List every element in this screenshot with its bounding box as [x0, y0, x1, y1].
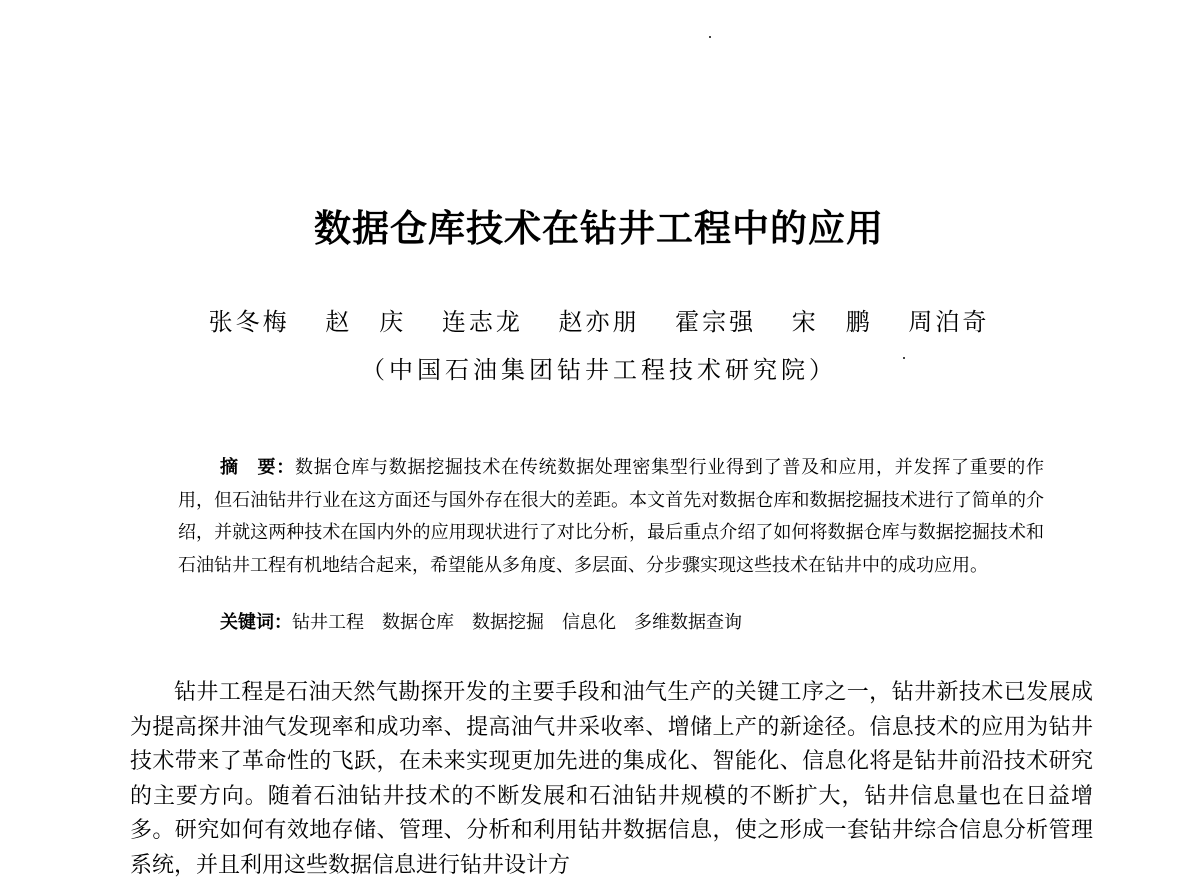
- keyword: 数据仓库: [382, 612, 454, 633]
- abstract-text: 数据仓库与数据挖掘技术在传统数据处理密集型行业得到了普及和应用，并发挥了重要的作用，但石油钻井行业在这方面还与国外存在很大的差距。本文首先对数据仓库和数据挖掘技术进行了简单的介绍，并就这两种技术在国内外的应用现状进行了对比分析，最后重点介绍了如何将数据仓库与数据挖掘技术和石油钻井工程有机地结合起来，希望能从多角度、多层面、分步骤实现这些技术在钻井中的成功应用。: [178, 457, 1045, 576]
- abstract-label: 摘 要：: [220, 457, 295, 478]
- keywords-label: 关键词：: [220, 612, 292, 633]
- author-name: 赵亦朋: [558, 308, 640, 336]
- author-name: 连志龙: [441, 308, 523, 336]
- scan-speck: [709, 36, 711, 38]
- keyword: 数据挖掘: [472, 612, 544, 633]
- author-name: 霍宗强: [675, 308, 757, 336]
- keyword: 钻井工程: [292, 612, 364, 633]
- author-name: 周泊奇: [908, 308, 990, 336]
- keywords: [220, 608, 1050, 634]
- keyword: 多维数据查询: [634, 612, 742, 633]
- author-name: 宋 鹏: [791, 308, 873, 336]
- author-list: [0, 302, 1198, 337]
- body-paragraph: 钻井工程是石油天然气勘探开发的主要手段和油气生产的关键工序之一，钻井新技术已发展成为提高探井油气发现率和成功率、提高油气井采收率、增储上产的新途径。信息技术的应用为钻井技术带来了革命性的飞跃，在未来实现更加先进的集成化、智能化、信息化将是钻井前沿技术研究的主要方向。随着石油钻井技术的不断发展和石油钻井规模的不断扩大，钻井信息量也在日益增多。研究如何有效地存储、管理、分析和利用钻井数据信息，使之形成一套钻井综合信息分析管理系统，并且利用这些数据信息进行钻井设计方: [130, 680, 1093, 878]
- keyword: 信息化: [562, 612, 616, 633]
- author-name: 赵 庆: [325, 308, 407, 336]
- paper-title: 数据仓库技术在钻井工程中的应用: [314, 207, 884, 250]
- author-affiliation: （中国石油集团钻井工程技术研究院）: [361, 356, 837, 384]
- abstract: [178, 452, 1044, 582]
- author-name: 张冬梅: [208, 308, 290, 336]
